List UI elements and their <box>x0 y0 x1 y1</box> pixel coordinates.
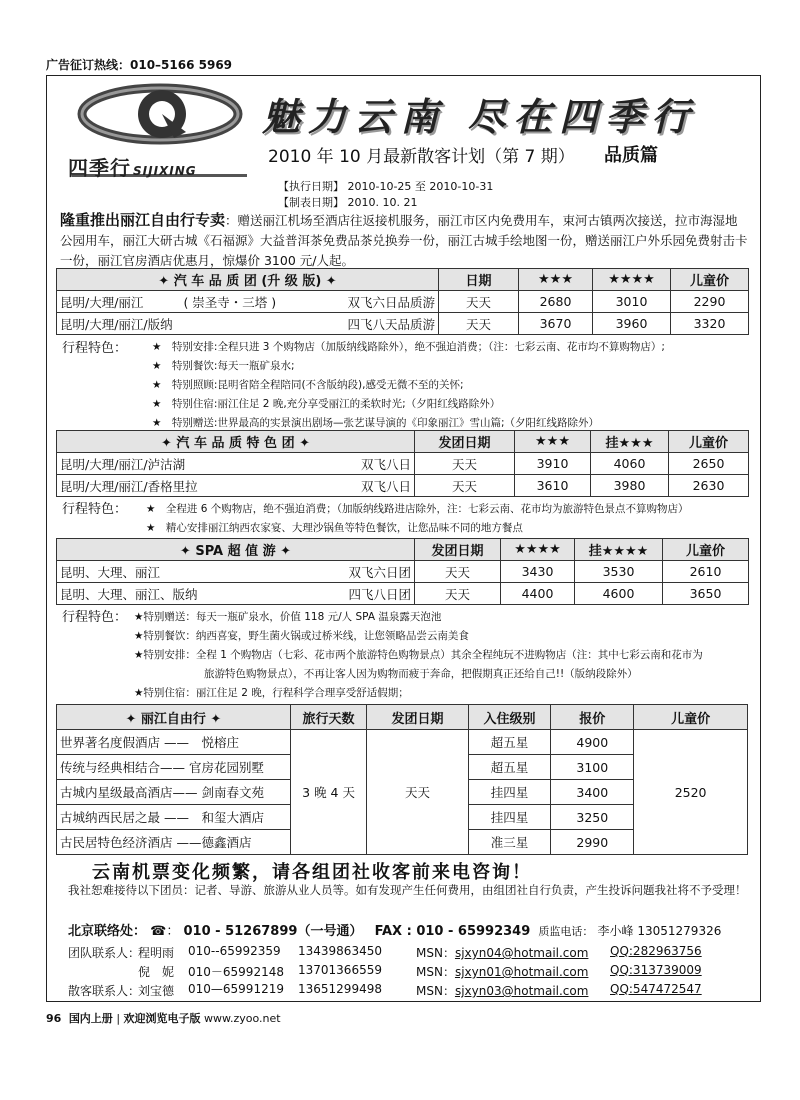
tour1-feature: ★ 特别照顾:昆明省陪全程陪同(不含版纳段),感受无微不至的关怀; <box>152 379 464 391</box>
route-cell <box>57 475 415 497</box>
bj-label: 北京联络处： <box>68 924 147 939</box>
route: 昆明/大理/丽江/泸沽湖 <box>60 456 186 472</box>
tour4-table <box>56 704 748 855</box>
msn-link[interactable]: sjxyn01@hotmail.com <box>454 965 589 979</box>
route: 昆明/大理/丽江 <box>60 294 144 310</box>
date-cell: 天天 <box>415 561 501 583</box>
lijiang-promo <box>60 210 750 271</box>
contact-msn: MSN：sjxyn04@hotmail.com <box>416 946 589 960</box>
tour2-feature: ★ 全程进 6 个购物店，绝不强迫消费；（加版纳线路进店除外，注：七彩云南、花市均为旅游特色景点不算购物店） <box>146 503 689 515</box>
date-cell: 天天 <box>415 475 515 497</box>
tour1-header: ✦ 汽 车 品 质 团 (升 级 版) ✦ <box>57 269 439 291</box>
promo-headline: 隆重推出丽江自由行专卖 <box>60 211 226 229</box>
table-row <box>57 453 749 475</box>
route-cell <box>57 291 439 313</box>
price-4star: 3430 <box>501 561 575 583</box>
price-cell: 3100 <box>551 755 634 780</box>
tour4-header: ✦ 丽江自由行 ✦ <box>57 705 291 730</box>
price-cell: 2990 <box>551 830 634 855</box>
tour1-header: 儿童价 <box>671 269 749 291</box>
contact-mobile: 13439863450 <box>298 944 382 958</box>
level-cell: 超五星 <box>468 755 551 780</box>
logo-en: SIJIXING <box>133 164 197 178</box>
disclaimer: 我社恕难接待以下团员：记者、导游、旅游从业人员等。如有发现产生任何费用，由组团社自行负责，产生投诉问题我社将不予受理！ <box>68 883 747 897</box>
tour3-feature: 旅游特色购物景点），不再让客人因为购物而疲于奔命，把假期真正还给自己!!（版纳段除外） <box>204 668 638 680</box>
price-child: 2290 <box>671 291 749 313</box>
date-cell: 天天 <box>415 583 501 605</box>
date-cell: 天天 <box>439 291 519 313</box>
level-cell: 挂四星 <box>468 805 551 830</box>
price-4star: 4400 <box>501 583 575 605</box>
price-child: 3650 <box>663 583 749 605</box>
tour2-header: 挂★★★ <box>591 431 669 453</box>
contact-qq[interactable]: QQ:547472547 <box>610 982 702 996</box>
retail-contact-label: 散客联系人： <box>68 984 141 998</box>
route-sub: ( 崇圣寺・三塔 ) <box>183 294 277 310</box>
price-4star: 3980 <box>591 475 669 497</box>
footer-url[interactable]: www.zyoo.net <box>204 1012 281 1025</box>
bj-phone: 010 - 51267899（一号通） <box>183 924 363 939</box>
tour1-header: ★★★ <box>519 269 593 291</box>
footer-tagline: 欢迎浏览电子版 <box>123 1012 201 1025</box>
price-3star: 2680 <box>519 291 593 313</box>
price-3star: 3610 <box>515 475 591 497</box>
tour3-table <box>56 538 749 605</box>
exec-date: 【执行日期】 2010-10-25 至 2010-10-31 <box>278 180 494 193</box>
msn-link[interactable]: sjxyn03@hotmail.com <box>454 984 589 998</box>
msn-link[interactable]: sjxyn04@hotmail.com <box>454 946 589 960</box>
tour3-feature: ★特别餐饮：纳西喜宴，野生菌火锅或过桥米线，让您领略品尝云南美食 <box>134 630 469 642</box>
tour3-header: 发团日期 <box>415 539 501 561</box>
price-child: 2630 <box>669 475 749 497</box>
plan-category: 品质篇 <box>604 145 658 166</box>
price-cell: 4900 <box>551 730 634 755</box>
tour3-feature: ★特别住宿：丽江住足 2 晚，行程科学合理享受舒适假期； <box>134 687 409 699</box>
price-4star: 3010 <box>593 291 671 313</box>
tour1-feature: ★ 特别安排:全程只进 3 个购物店（加版纳线路除外），绝不强迫消费；（注：七彩云南、花市均不算购物店）; <box>152 341 665 353</box>
contact-msn: MSN：sjxyn03@hotmail.com <box>416 984 589 998</box>
contact-name: 刘宝德 <box>138 984 175 998</box>
tour1-table <box>56 268 749 335</box>
tour3-feature: ★特别赠送：每天一瓶矿泉水，价值 118 元/人 SPA 温泉露天泡池 <box>134 611 442 623</box>
route-cell <box>57 561 415 583</box>
hotel-cell: 古城纳西民居之最 —— 和玺大酒店 <box>57 805 291 830</box>
tour3-header: 儿童价 <box>663 539 749 561</box>
date-cell: 天天 <box>439 313 519 335</box>
route-cell <box>57 453 415 475</box>
hotel-cell: 古民居特色经济酒店 ——德鑫酒店 <box>57 830 291 855</box>
table-row <box>57 730 748 755</box>
route: 昆明、大理、丽江、版纳 <box>60 586 198 602</box>
hotel-cell: 世界著名度假酒店 —— 悦榕庄 <box>57 730 291 755</box>
table-row <box>57 475 749 497</box>
table-row <box>57 583 749 605</box>
tour2-header: 发团日期 <box>415 431 515 453</box>
table-row <box>57 291 749 313</box>
level-cell: 超五星 <box>468 730 551 755</box>
contact-qq[interactable]: QQ:313739009 <box>610 963 702 977</box>
tour2-feature-label: 行程特色： <box>62 502 128 517</box>
contact-tel: 010--65992359 <box>188 944 281 958</box>
contact-name: 程明雨 <box>138 946 175 960</box>
tour2-header: ✦ 汽 车 品 质 特 色 团 ✦ <box>57 431 415 453</box>
tour1-feature: ★ 特别餐饮:每天一瓶矿泉水; <box>152 360 295 372</box>
price-4star: 4060 <box>591 453 669 475</box>
contact-tel: 010－65992148 <box>188 965 284 979</box>
supervisor-phone: 李小峰 13051279326 <box>597 924 722 938</box>
airfare-warning: 云南机票变化频繁，请各组团社收客前来电咨询！ <box>92 862 532 883</box>
table-row <box>57 313 749 335</box>
price-3star: 3670 <box>519 313 593 335</box>
price-gua4star: 3530 <box>575 561 663 583</box>
tour1-feature: ★ 特别赠送:世界最高的实景演出剧场—张艺谋导演的《印象丽江》雪山篇;（夕阳红线路除外） <box>152 417 599 429</box>
slogan: 魅力云南 尽在四季行 <box>262 94 698 139</box>
tour3-header: ★★★★ <box>501 539 575 561</box>
price-child: 3320 <box>671 313 749 335</box>
tour4-header: 旅行天数 <box>290 705 367 730</box>
price-child: 2650 <box>669 453 749 475</box>
plan-title: 2010 年 10 月最新散客计划（第 7 期） <box>268 147 575 167</box>
beijing-office <box>68 920 721 939</box>
tour4-header: 儿童价 <box>634 705 748 730</box>
tour4-header: 发团日期 <box>367 705 468 730</box>
contact-msn: MSN：sjxyn01@hotmail.com <box>416 965 589 979</box>
table-row <box>57 561 749 583</box>
tour2-feature: ★ 精心安排丽江纳西农家宴、大理沙锅鱼等特色餐饮，让您品味不同的地方餐点 <box>146 522 523 534</box>
route-days: 双飞六日品质游 <box>347 294 435 310</box>
bj-fax: FAX : 010 - 65992349 <box>374 924 531 939</box>
price-cell: 3400 <box>551 780 634 805</box>
route: 昆明/大理/丽江/版纳 <box>60 316 173 332</box>
date-cell: 天天 <box>415 453 515 475</box>
tour2-header: 儿童价 <box>669 431 749 453</box>
tour2-table <box>56 430 749 497</box>
contact-qq[interactable]: QQ:282963756 <box>610 944 702 958</box>
promo-body: ：赠送丽江机场至酒店往返接机服务，丽江市区内免费用车，束河古镇两次接送，拉市海湿地公园用车，丽江大研古城《石福源》大益普洱茶免费品茶兑换券一份，丽江古城手绘地图一份，赠送丽江户外乐园免费射击卡一份，丽江官房酒店优惠月，惊爆价 3100 元/人起。 <box>60 213 748 268</box>
route-days: 四飞八日团 <box>348 586 411 602</box>
page-number: 96 <box>46 1012 62 1025</box>
ad-hotline: 广告征订热线：010–5166 5969 <box>46 58 233 72</box>
route-days: 双飞六日团 <box>348 564 411 580</box>
contact-tel: 010—65991219 <box>188 982 284 996</box>
tour3-header: 挂★★★★ <box>575 539 663 561</box>
contact-name: 倪 妮 <box>138 965 175 979</box>
route: 昆明/大理/丽江/香格里拉 <box>60 478 198 494</box>
team-contact-label: 团队联系人： <box>68 946 141 960</box>
tour3-header: ✦ SPA 超 值 游 ✦ <box>57 539 415 561</box>
phone-icon: ☎： <box>150 924 180 939</box>
level-cell: 挂四星 <box>468 780 551 805</box>
tour1-feature: ★ 特别住宿:丽江住足 2 晚,充分享受丽江的柔软时光;（夕阳红线路除外） <box>152 398 501 410</box>
tour2-header: ★★★ <box>515 431 591 453</box>
logo-wordmark <box>68 152 197 181</box>
route-cell <box>57 583 415 605</box>
price-cell: 3250 <box>551 805 634 830</box>
price-3star: 3910 <box>515 453 591 475</box>
supervisor-label: 质监电话： <box>538 925 594 938</box>
hotel-cell: 传统与经典相结合—— 官房花园别墅 <box>57 755 291 780</box>
tour4-header: 报价 <box>551 705 634 730</box>
date-cell: 天天 <box>367 730 468 855</box>
tour3-feature: ★特别安排：全程 1 个购物店（七彩、花市两个旅游特色购物景点）其余全程纯玩不进购物店（注：其中七彩云南和花市为 <box>134 649 703 661</box>
footer-section: 国内上册 <box>68 1012 113 1025</box>
duration-cell: 3 晚 4 天 <box>290 730 367 855</box>
tour1-feature-label: 行程特色： <box>62 341 128 356</box>
page-footer: 96 国内上册 | 欢迎浏览电子版 www.zyoo.net <box>46 1012 281 1025</box>
logo-cn: 四季行 <box>68 156 131 180</box>
tour4-header: 入住级别 <box>468 705 551 730</box>
tour1-header: ★★★★ <box>593 269 671 291</box>
hotel-cell: 古城内星级最高酒店—— 剑南春文苑 <box>57 780 291 805</box>
route-cell <box>57 313 439 335</box>
price-4star: 3960 <box>593 313 671 335</box>
route-days: 双飞八日 <box>360 478 411 494</box>
route: 昆明、大理、丽江 <box>60 564 161 580</box>
tour1-header: 日期 <box>439 269 519 291</box>
price-child: 2610 <box>663 561 749 583</box>
contact-mobile: 13701366559 <box>298 963 382 977</box>
made-date: 【制表日期】 2010. 10. 21 <box>278 196 418 209</box>
price-gua4star: 4600 <box>575 583 663 605</box>
level-cell: 准三星 <box>468 830 551 855</box>
route-days: 双飞八日 <box>360 456 411 472</box>
child-price-cell: 2520 <box>634 730 748 855</box>
route-days: 四飞八天品质游 <box>347 316 435 332</box>
tour3-feature-label: 行程特色： <box>62 610 128 625</box>
contact-mobile: 13651299498 <box>298 982 382 996</box>
